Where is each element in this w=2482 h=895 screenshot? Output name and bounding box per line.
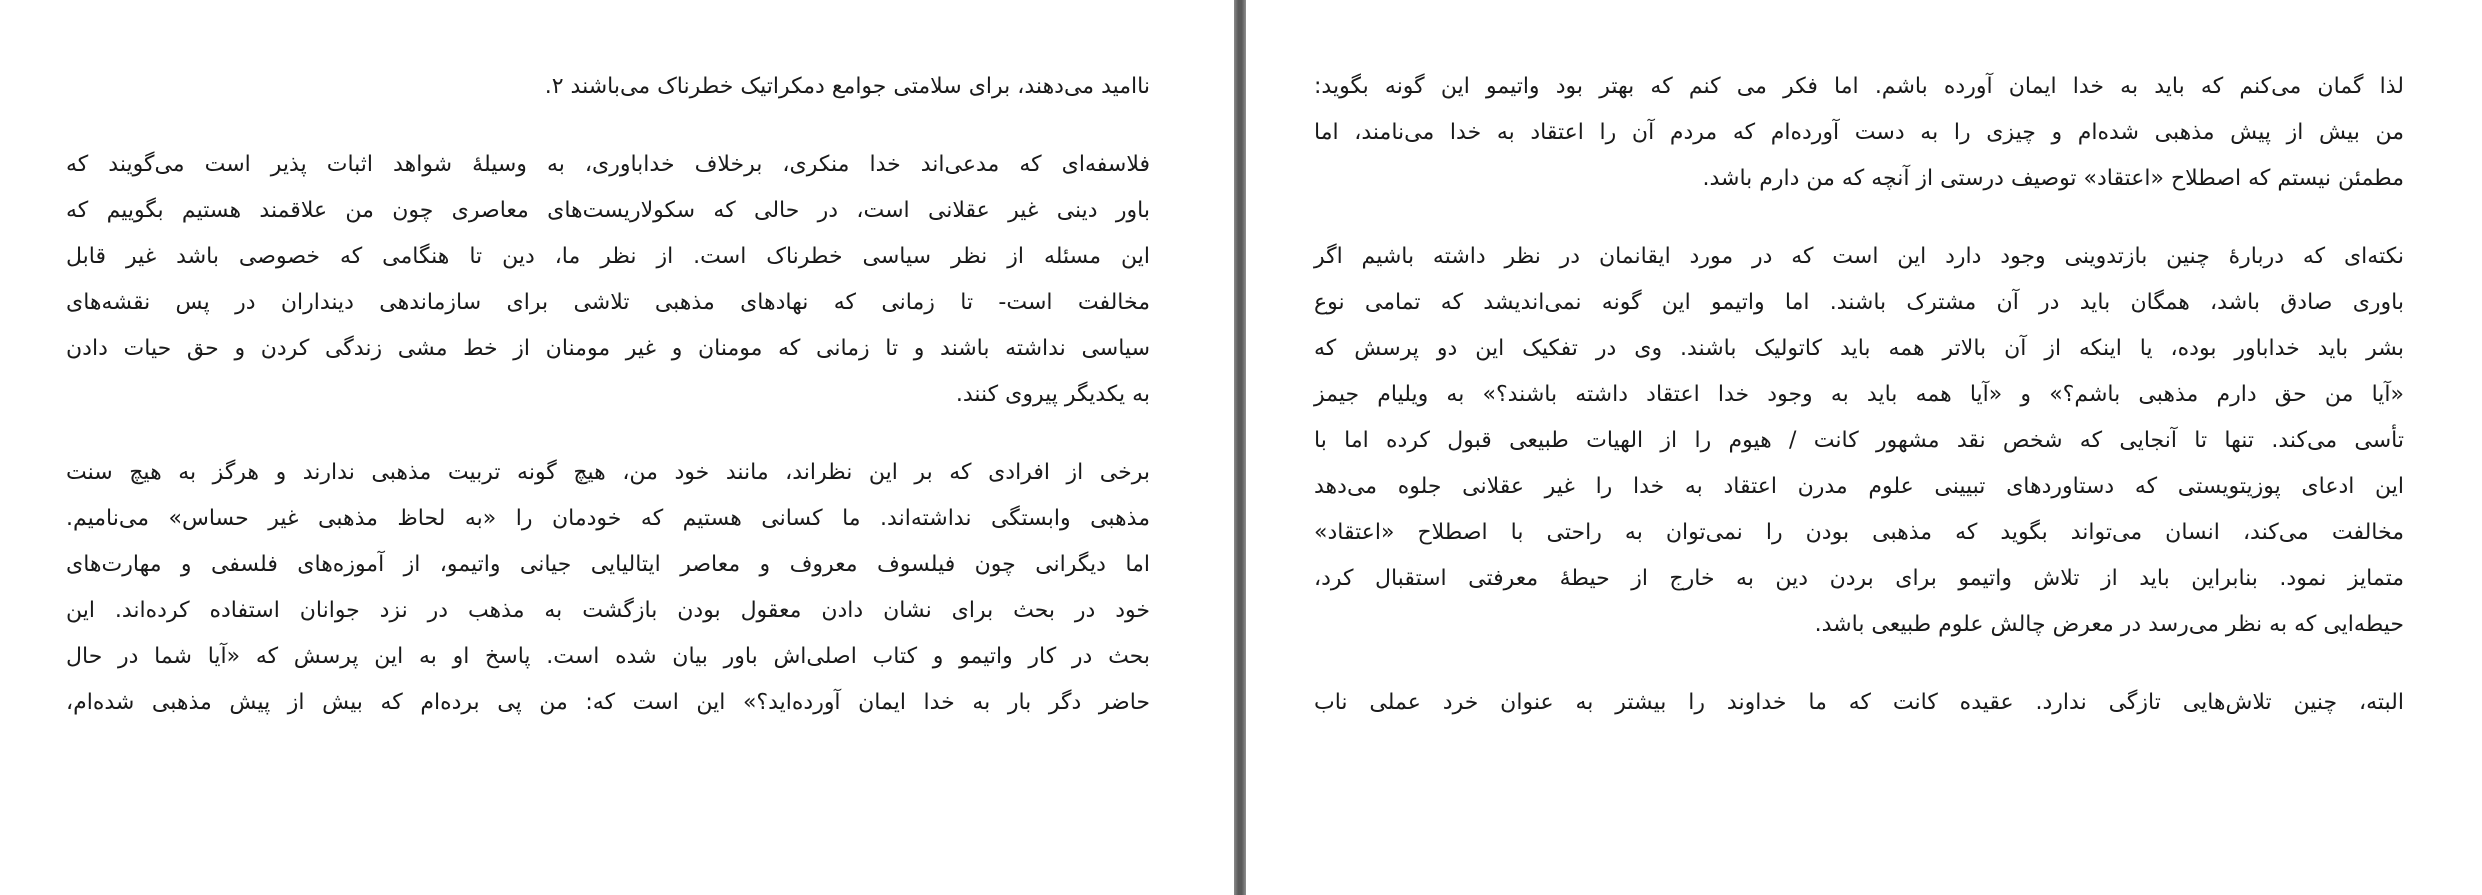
right-paragraph-2 — [1314, 234, 2404, 648]
text-line: لذا گمان می‌کنم که باید به خدا ایمان آورده باشم. اما فکر می کنم که بهتر بود واتیمو این گونه بگوید: — [1314, 74, 2404, 99]
text-line: باوری صادق باشد، همگان باید در آن مشترک باشند. اما واتیمو این گونه نمی‌اندیشد که تمامی نوع — [1314, 290, 2404, 315]
text-line: این مسئله از نظر سیاسی خطرناک است. از نظر ما، دین تا هنگامی که خصوصی باشد غیر قابل — [66, 244, 1150, 269]
text-line: مخالفت می‌کند، انسان می‌تواند بگوید که مذهبی بودن را نمی‌توان به راحتی با اصطلاح «اعتقاد» — [1314, 520, 2404, 545]
text-line: البته، چنین تلاش‌هایی تازگی ندارد. عقیده کانت که ما خداوند را بیشتر به عنوان خرد عملی ناب — [1314, 690, 2404, 715]
text-line: باور دینی غیر عقلانی است، در حالی که سکولاریست‌های معاصری چون من علاقمند هستیم بگوییم که — [66, 198, 1150, 223]
page-gutter — [1234, 0, 1246, 895]
text-line: به یکدیگر پیروی کنند. — [955, 382, 1150, 407]
text-line: «آیا من حق دارم مذهبی باشم؟» و «آیا همه باید به وجود خدا اعتقاد داشته باشند؟» به ویلیام جیمز — [1314, 382, 2404, 407]
text-line: ناامید می‌دهند، برای سلامتی جوامع دمکراتیک خطرناک می‌باشند ۲. — [544, 74, 1150, 99]
right-paragraph-1 — [1314, 64, 2404, 202]
text-line: تأسی می‌کند. تنها تا آنجایی که شخص نقد مشهور کانت / هیوم را از الهیات طبیعی قبول کرده اما با — [1314, 428, 2404, 453]
text-line: من بیش از پیش مذهبی شده‌ام و چیزی را به دست آورده‌ام که مردم آن را اعتقاد به خدا می‌نامند، اما — [1314, 120, 2404, 145]
text-line: خود در بحث برای نشان دادن معقول بودن بازگشت به مذهب در نزد جوانان استفاده کرده‌اند. این — [66, 598, 1150, 623]
left-page-text — [66, 64, 1150, 726]
text-line: مذهبی وابستگی نداشته‌اند. ما کسانی هستیم که خودمان را «به لحاظ مذهبی غیر حساس» می‌نامیم. — [66, 506, 1150, 531]
text-line: مخالفت است- تا زمانی که نهادهای مذهبی تلاشی برای سازماندهی دینداران در پس نقشه‌های — [66, 290, 1150, 315]
text-line: مطمئن نیستم که اصطلاح «اعتقاد» توصیف درستی از آنچه که من دارم باشد. — [1702, 166, 2404, 191]
left-paragraph-3 — [66, 450, 1150, 726]
text-line: متمایز نمود. بنابراین باید از تلاش واتیمو برای بردن دین به خارج از حیطهٔ معرفتی استقبال کرد، — [1314, 566, 2404, 591]
right-paragraph-3 — [1314, 680, 2404, 726]
text-line: سیاسی نداشته باشند و تا زمانی که مومنان و غیر مومنان از خط مشی زندگی کردن و حق حیات دادن — [66, 336, 1150, 361]
left-paragraph-2 — [66, 142, 1150, 418]
text-line: حیطه‌ایی که به نظر می‌رسد در معرض چالش علوم طبیعی باشد. — [1814, 612, 2404, 637]
left-page — [0, 0, 1234, 895]
text-line: برخی از افرادی که بر این نظراند، مانند خود من، هیچ گونه تربیت مذهبی ندارند و هرگز به هیچ سنت — [66, 460, 1150, 485]
left-paragraph-1 — [66, 64, 1150, 110]
text-line: این ادعای پوزیتویستی که دستاوردهای تبیینی علوم مدرن اعتقاد به خدا را غیر عقلانی جلوه می‌دهد — [1314, 474, 2404, 499]
text-line: فلاسفه‌ای که مدعی‌اند خدا منکری، برخلاف خداباوری، به وسیلهٔ شواهد اثبات پذیر است می‌گویند که — [66, 152, 1150, 177]
right-page-text — [1314, 64, 2404, 726]
text-line: نکته‌ای که دربارهٔ چنین بازتدوینی وجود دارد این است که در مورد ایقانمان در نظر داشته باشیم اگر — [1314, 244, 2404, 269]
text-line: حاضر دگر بار به خدا ایمان آورده‌اید؟» این است که: من پی برده‌ام که بیش از پیش مذهبی شده‌ام، — [66, 690, 1150, 715]
right-page — [1246, 0, 2482, 895]
text-line: بحث در کار واتیمو و کتاب اصلی‌اش باور بیان شده است. پاسخ او به این پرسش که «آیا شما در حال — [66, 644, 1150, 669]
text-line: اما دیگرانی چون فیلسوف معروف و معاصر ایتالیایی جیانی واتیمو، از آموزه‌های فلسفی و مهارت‌های — [66, 552, 1150, 577]
text-line: بشر باید خداباور بوده، یا اینکه از آن بالاتر همه باید کاتولیک باشند. وی در تفکیک این دو پرسش که — [1314, 336, 2404, 361]
